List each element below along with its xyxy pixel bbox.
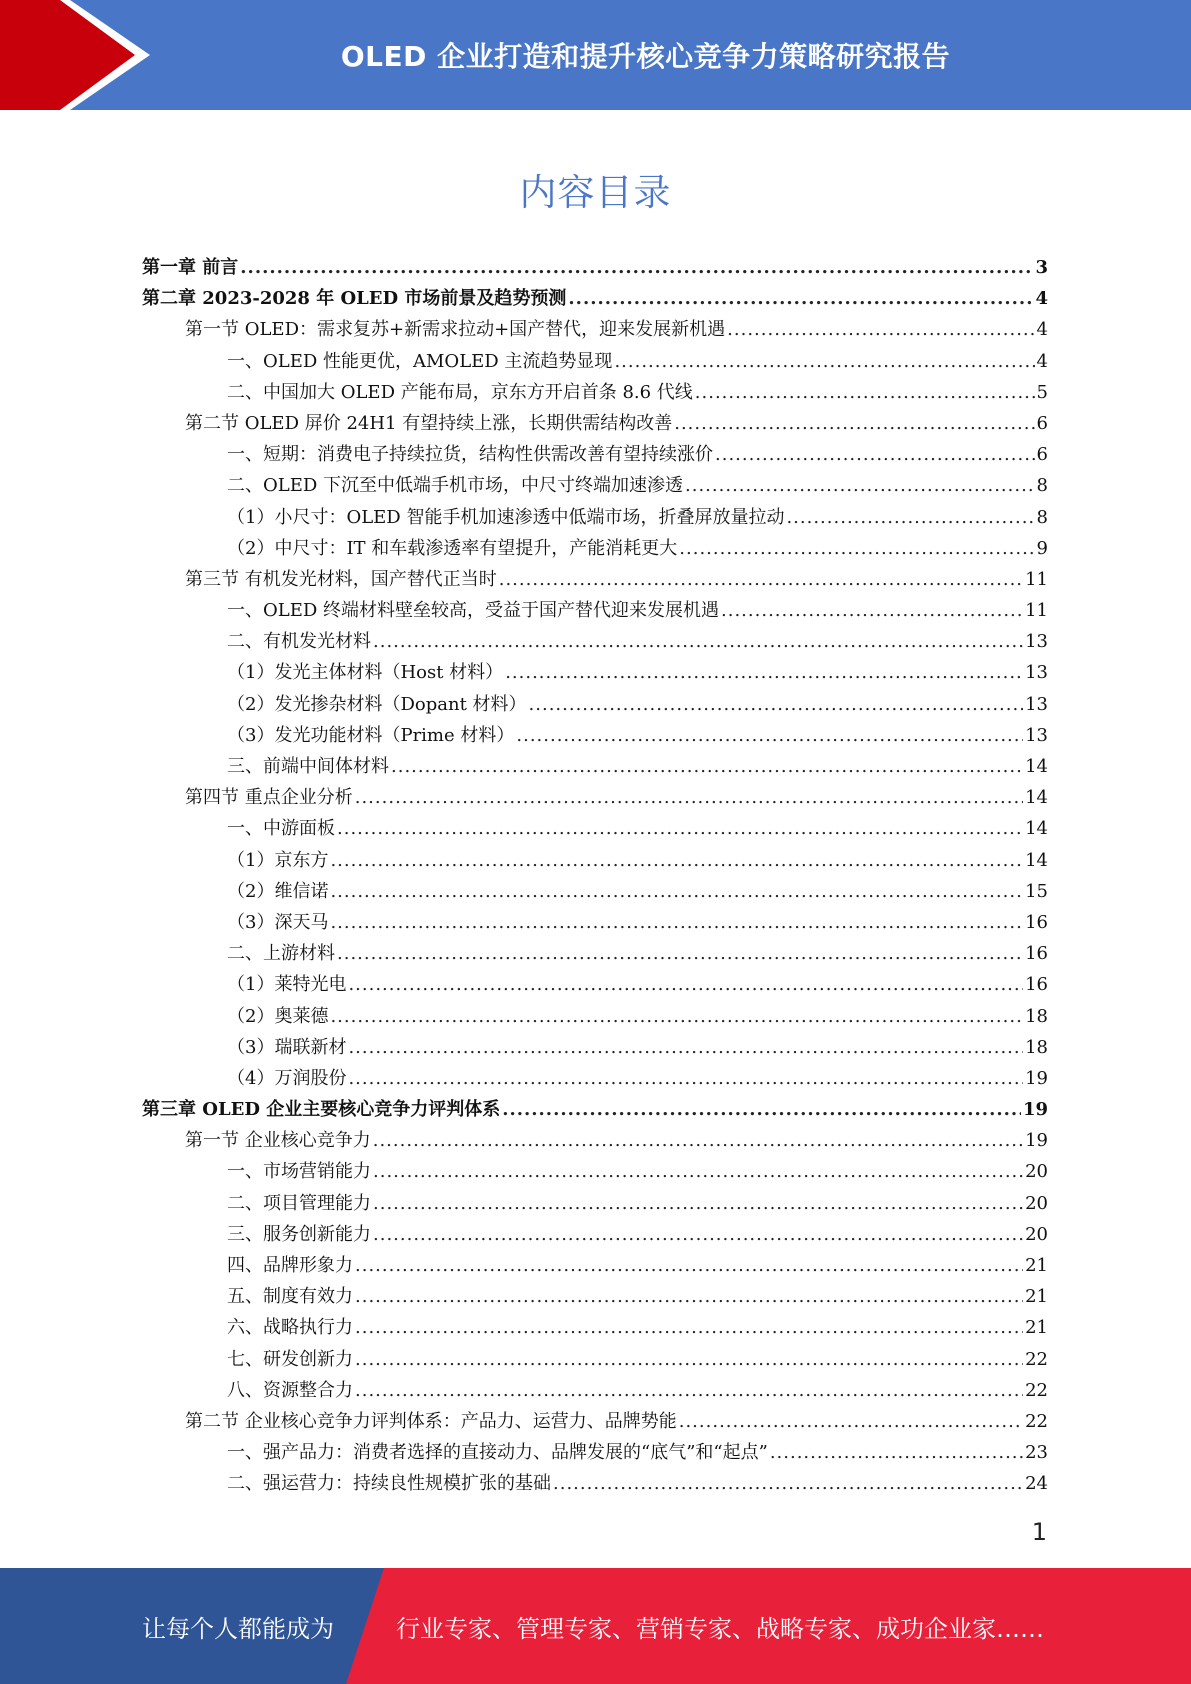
toc-heading: 内容目录 [519, 171, 672, 214]
toc-entry-label: （1）莱特光电 [227, 974, 347, 996]
toc-dot-leader [355, 787, 1023, 808]
toc-entry-page: 15 [1025, 880, 1048, 902]
toc-entry-label: 一、短期：消费电子持续拉货，结构性供需改善有望持续涨价 [227, 444, 713, 466]
toc-entry[interactable] [142, 690, 1048, 721]
toc-entry-label: 三、服务创新能力 [227, 1223, 371, 1245]
toc-entry-label: （1）京东方 [227, 849, 329, 871]
toc-entry-page: 13 [1025, 631, 1048, 653]
toc-entry[interactable] [142, 503, 1048, 534]
toc-dot-leader [721, 600, 1023, 621]
toc-entry-page: 21 [1025, 1255, 1048, 1276]
toc-dot-leader [355, 1380, 1023, 1401]
toc-entry-label: （2）奥莱德 [227, 1005, 329, 1027]
toc-dot-leader [502, 1099, 1021, 1120]
toc-entry-page: 14 [1025, 818, 1048, 840]
toc-entry[interactable] [142, 846, 1048, 877]
toc-entry[interactable] [142, 1438, 1048, 1469]
toc-entry-label: （3）发光功能材料（Prime 材料） [227, 724, 515, 746]
toc-dot-leader [529, 694, 1024, 715]
toc-entry[interactable] [142, 627, 1048, 658]
toc-entry-page: 6 [1036, 412, 1048, 434]
toc-entry-page: 11 [1025, 600, 1048, 622]
toc-dot-leader [348, 1068, 1023, 1089]
toc-entry[interactable] [142, 596, 1048, 627]
toc-entry-label: （2）维信诺 [227, 880, 329, 902]
toc-entry[interactable] [142, 783, 1048, 814]
toc-dot-leader [337, 818, 1023, 839]
toc-entry-label: 第二节 OLED 屏价 24H1 有望持续上涨，长期供需结构改善 [185, 412, 673, 434]
toc-dot-leader [505, 662, 1023, 683]
header-banner [0, 0, 1191, 110]
toc-dot-leader [330, 912, 1023, 933]
toc-entry[interactable] [142, 409, 1048, 440]
toc-dot-leader [348, 1037, 1023, 1058]
toc-entry-label: 二、OLED 下沉至中低端手机市场，中尺寸终端加速渗透 [227, 475, 684, 497]
toc-entry-label: 二、中国加大 OLED 产能布局，京东方开启首条 8.6 代线 [227, 381, 693, 403]
toc-entry-page: 4 [1035, 288, 1048, 310]
toc-dot-leader [240, 257, 1033, 278]
toc-entry-label: 一、OLED 终端材料壁垒较高，受益于国产替代迎来发展机遇 [227, 600, 720, 622]
toc-entry[interactable] [142, 877, 1048, 908]
toc-dot-leader [373, 1161, 1023, 1182]
toc-dot-leader [568, 288, 1033, 309]
toc-entry-page: 19 [1025, 1130, 1048, 1152]
toc-entry-label: （2）发光掺杂材料（Dopant 材料） [227, 693, 527, 715]
toc-entry[interactable] [142, 908, 1048, 939]
toc-entry-label: 三、前端中间体材料 [227, 756, 389, 777]
toc-entry-page: 13 [1025, 662, 1048, 684]
toc-dot-leader [715, 444, 1035, 465]
toc-entry-page: 14 [1025, 756, 1048, 777]
toc-entry-page: 21 [1025, 1286, 1048, 1308]
toc-dot-leader [330, 881, 1023, 902]
toc-dot-leader [337, 943, 1023, 964]
toc-entry[interactable] [142, 1002, 1048, 1033]
toc-entry-label: （1）发光主体材料（Host 材料） [227, 662, 504, 684]
toc-entry[interactable] [142, 565, 1048, 596]
toc-entry[interactable] [142, 315, 1048, 346]
toc-entry[interactable] [142, 1189, 1048, 1220]
toc-entry[interactable] [142, 284, 1048, 315]
toc-dot-leader [355, 1255, 1023, 1276]
toc-entry-label: 六、战略执行力 [227, 1317, 353, 1339]
toc-dot-leader [674, 413, 1034, 434]
toc-entry-label: 二、强运营力：持续良性规模扩张的基础 [227, 1473, 551, 1495]
footer-slogan-right: 行业专家、管理专家、营销专家、战略专家、成功企业家…… [396, 1614, 1044, 1643]
toc-entry-page: 16 [1025, 974, 1048, 996]
toc-dot-leader [727, 319, 1034, 340]
toc-dot-leader [679, 1411, 1023, 1432]
toc-entry-page: 24 [1025, 1473, 1048, 1495]
toc-entry-page: 14 [1025, 849, 1048, 871]
toc-entry-label: 二、有机发光材料 [227, 631, 371, 653]
toc-entry-page: 5 [1036, 381, 1048, 403]
toc-dot-leader [679, 538, 1034, 559]
toc-dot-leader [391, 756, 1023, 777]
toc-entry[interactable] [142, 814, 1048, 845]
toc-entry-page: 21 [1025, 1317, 1048, 1339]
report-title: OLED 企业打造和提升核心竞争力策略研究报告 [340, 40, 951, 73]
toc-entry[interactable] [142, 752, 1048, 783]
toc-entry[interactable] [142, 1126, 1048, 1157]
toc-entry-label: 第二章 2023-2028 年 OLED 市场前景及趋势预测 [142, 288, 567, 310]
toc-dot-leader [348, 974, 1023, 995]
toc-entry[interactable] [142, 970, 1048, 1001]
toc-entry-label: 一、强产品力：消费者选择的直接动力、品牌发展的“底气”和“起点” [227, 1442, 768, 1464]
toc-entry-page: 22 [1025, 1410, 1048, 1432]
toc-entry-label: 一、OLED 性能更优，AMOLED 主流趋势显现 [227, 350, 613, 372]
toc-entry-label: 二、上游材料 [227, 943, 335, 965]
toc-entry-page: 20 [1025, 1161, 1048, 1183]
toc-entry-page: 18 [1025, 1036, 1048, 1058]
toc-dot-leader [695, 382, 1035, 403]
toc-dot-leader [614, 351, 1034, 372]
toc-entry[interactable] [142, 253, 1048, 284]
toc-entry-page: 22 [1025, 1379, 1048, 1401]
toc-entry-label: 第二节 企业核心竞争力评判体系：产品力、运营力、品牌势能 [185, 1410, 677, 1432]
toc-entry[interactable] [142, 1220, 1048, 1251]
toc-dot-leader [499, 569, 1023, 590]
toc-entry[interactable] [142, 1095, 1048, 1126]
toc-entry-label: （3）深天马 [227, 911, 329, 933]
toc-entry-label: 第一节 企业核心竞争力 [185, 1130, 371, 1152]
footer-banner [0, 1568, 1191, 1684]
footer-slogan-left: 让每个人都能成为 [142, 1614, 334, 1643]
toc-entry[interactable] [142, 1407, 1048, 1438]
toc-entry-page: 20 [1025, 1192, 1048, 1214]
toc-entry-page: 11 [1025, 568, 1048, 590]
toc-entry[interactable] [142, 1469, 1048, 1500]
toc-dot-leader [330, 1006, 1023, 1027]
toc-entry-label: 第四节 重点企业分析 [185, 787, 353, 809]
toc-entry[interactable] [142, 721, 1048, 752]
toc-entry-page: 19 [1025, 1067, 1048, 1089]
toc-entry-page: 6 [1036, 444, 1048, 466]
toc-entry-page: 3 [1035, 257, 1048, 278]
toc-entry-page: 16 [1025, 911, 1048, 933]
toc-entry[interactable] [142, 1064, 1048, 1095]
toc-dot-leader [770, 1442, 1023, 1463]
toc-entry[interactable] [142, 1157, 1048, 1188]
toc-entry[interactable] [142, 939, 1048, 970]
toc-entry-page: 18 [1025, 1005, 1048, 1027]
toc-dot-leader [330, 850, 1023, 871]
toc-entry-label: （2）中尺寸：IT 和车载渗透率有望提升，产能消耗更大 [227, 537, 678, 559]
toc-entry-label: 五、制度有效力 [227, 1286, 353, 1308]
toc-entry-page: 4 [1036, 350, 1048, 372]
toc-dot-leader [355, 1317, 1023, 1338]
toc-entry[interactable] [142, 1251, 1048, 1282]
toc-dot-leader [685, 475, 1035, 496]
toc-entry-page: 9 [1036, 537, 1048, 559]
toc-entry[interactable] [142, 534, 1048, 565]
toc-entry-page: 8 [1036, 506, 1048, 528]
toc-entry-label: 第三章 OLED 企业主要核心竞争力评判体系 [142, 1099, 501, 1121]
toc-entry-page: 20 [1025, 1223, 1048, 1245]
toc-entry-page: 13 [1025, 693, 1048, 715]
toc-entry-label: 第一章 前言 [142, 257, 239, 278]
table-of-contents [142, 253, 1048, 1501]
toc-entry-label: （3）瑞联新材 [227, 1036, 347, 1058]
toc-entry[interactable] [142, 1033, 1048, 1064]
toc-entry-label: 二、项目管理能力 [227, 1192, 371, 1214]
toc-entry-label: 第三节 有机发光材料，国产替代正当时 [185, 568, 497, 590]
toc-entry[interactable] [142, 347, 1048, 378]
toc-entry-label: 一、中游面板 [227, 818, 335, 840]
toc-dot-leader [553, 1473, 1023, 1494]
toc-entry[interactable] [142, 1345, 1048, 1376]
toc-dot-leader [516, 725, 1023, 746]
page-number: 1 [1031, 1518, 1047, 1546]
toc-entry-page: 19 [1022, 1099, 1048, 1121]
toc-entry-label: 一、市场营销能力 [227, 1161, 371, 1183]
toc-dot-leader [373, 1224, 1023, 1245]
toc-entry-page: 23 [1025, 1442, 1048, 1464]
toc-entry-label: 第一节 OLED：需求复苏+新需求拉动+国产替代，迎来发展新机遇 [185, 319, 726, 341]
toc-entry-page: 16 [1025, 943, 1048, 965]
toc-entry-label: （1）小尺寸：OLED 智能手机加速渗透中低端市场，折叠屏放量拉动 [227, 506, 785, 528]
toc-entry[interactable] [142, 1376, 1048, 1407]
toc-entry[interactable] [142, 1282, 1048, 1313]
toc-entry[interactable] [142, 378, 1048, 409]
toc-entry[interactable] [142, 1313, 1048, 1344]
toc-entry-page: 14 [1025, 787, 1048, 809]
toc-entry-page: 4 [1036, 319, 1048, 341]
toc-dot-leader [373, 1130, 1023, 1151]
toc-entry-label: 八、资源整合力 [227, 1379, 353, 1401]
toc-entry-page: 8 [1036, 475, 1048, 497]
toc-dot-leader [355, 1349, 1023, 1370]
toc-dot-leader [786, 507, 1034, 528]
toc-entry-label: 七、研发创新力 [227, 1348, 353, 1370]
toc-entry-label: 四、品牌形象力 [227, 1255, 353, 1276]
toc-dot-leader [373, 1193, 1023, 1214]
toc-entry-label: （4）万润股份 [227, 1067, 347, 1089]
toc-entry[interactable] [142, 471, 1048, 502]
toc-entry[interactable] [142, 658, 1048, 689]
toc-dot-leader [355, 1286, 1023, 1307]
toc-entry-page: 22 [1025, 1348, 1048, 1370]
toc-entry-page: 13 [1025, 724, 1048, 746]
toc-dot-leader [373, 631, 1023, 652]
toc-entry[interactable] [142, 440, 1048, 471]
